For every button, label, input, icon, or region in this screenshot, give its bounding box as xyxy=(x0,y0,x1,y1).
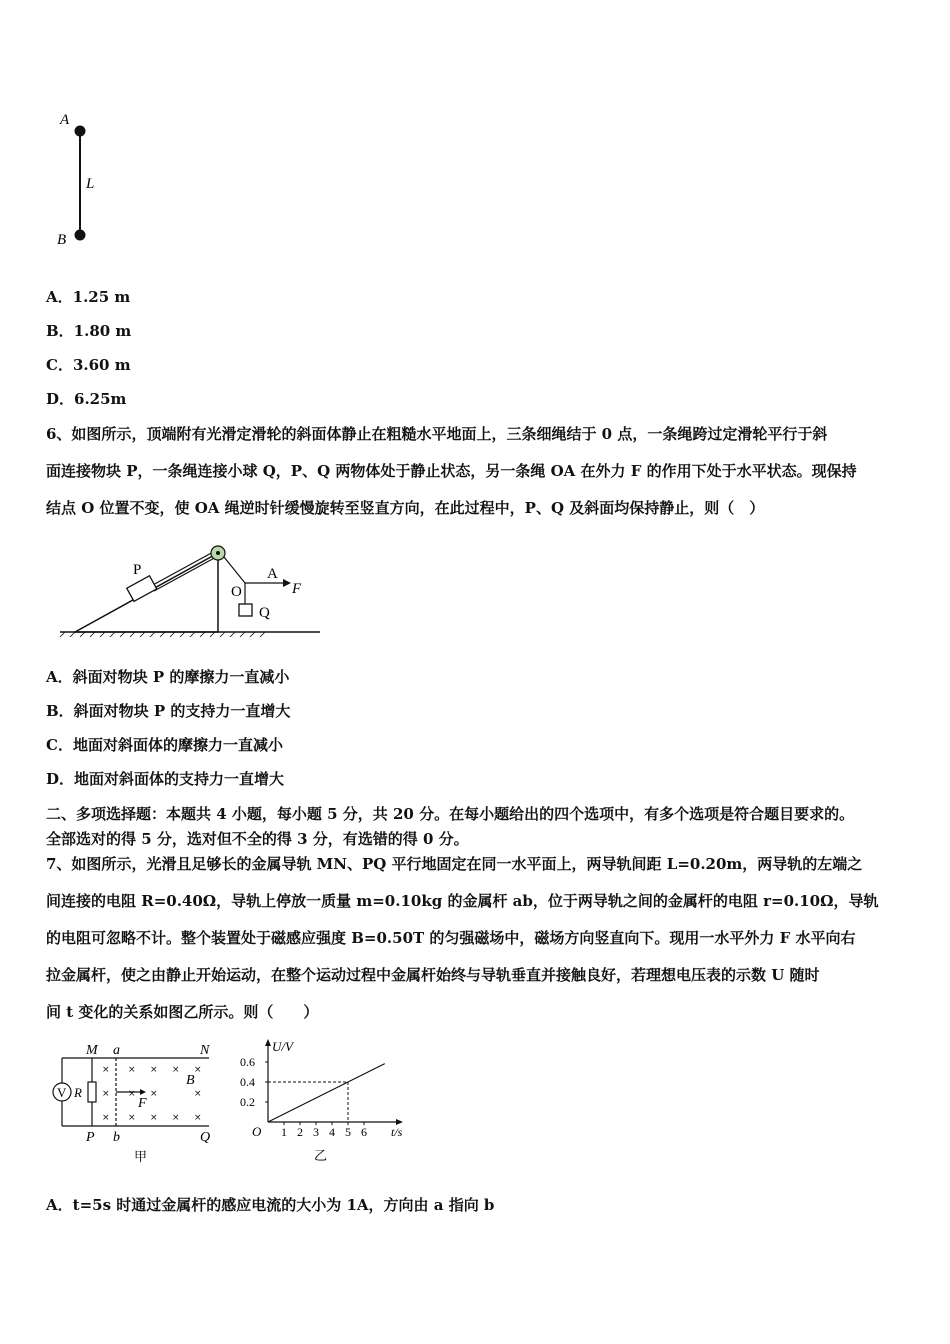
label-f: F xyxy=(138,1096,147,1111)
svg-text:×: × xyxy=(128,1065,136,1075)
arrow-f xyxy=(283,579,291,587)
label-o: O xyxy=(231,584,242,600)
origin-label: O xyxy=(252,1124,262,1139)
label-b: B xyxy=(57,232,67,248)
q7-stem-line3: 的电阻可忽略不计。整个装置处于磁感应强度 B=0.50T 的匀强磁场中，磁场方向竖直向下。现用一水平外力 F 水平向右 xyxy=(46,929,856,947)
q6-option-a: A．斜面对物块 P 的摩擦力一直减小 xyxy=(46,668,290,686)
rope-to-p-2 xyxy=(154,556,218,591)
figure-ut-graph xyxy=(236,1036,416,1168)
label-p: P xyxy=(133,562,142,578)
label-m: M xyxy=(86,1043,98,1058)
y-axis-arrow xyxy=(265,1039,271,1046)
y-tick-label: 0.2 xyxy=(240,1095,255,1109)
block-p xyxy=(127,576,157,602)
x-tick-label: 5 xyxy=(345,1125,351,1139)
svg-text:×: × xyxy=(128,1113,136,1123)
x-tick-label: 4 xyxy=(329,1125,335,1139)
pulley-axle xyxy=(216,551,220,555)
y-tick-label: 0.4 xyxy=(240,1075,255,1089)
q6-option-c: C．地面对斜面体的摩擦力一直减小 xyxy=(46,736,283,754)
x-axis-label: t/s xyxy=(391,1125,403,1139)
q6-option-d: D．地面对斜面体的支持力一直增大 xyxy=(46,770,285,788)
label-f: F xyxy=(292,581,302,597)
figure-ab-rod xyxy=(52,106,112,251)
label-a: A xyxy=(60,112,70,128)
x-tick-label: 2 xyxy=(297,1125,303,1139)
q7-stem-line5: 间 t 变化的关系如图乙所示。则（ ） xyxy=(46,1003,319,1021)
rope-to-p xyxy=(151,551,215,586)
q5-option-d: D．6.25m xyxy=(46,390,127,408)
svg-text:×: × xyxy=(172,1113,180,1123)
figure-circuit xyxy=(44,1038,224,1166)
svg-text:×: × xyxy=(194,1065,202,1075)
q5-option-a: A．1.25 m xyxy=(46,288,131,306)
svg-text:×: × xyxy=(102,1089,110,1099)
svg-text:×: × xyxy=(150,1089,158,1099)
label-b: b xyxy=(113,1130,120,1145)
label-n: N xyxy=(200,1043,210,1058)
x-tick-label: 3 xyxy=(313,1125,319,1139)
svg-text:×: × xyxy=(128,1089,136,1099)
series-line-u xyxy=(268,1064,385,1122)
label-l: L xyxy=(86,176,95,192)
y-axis-label: U/V xyxy=(272,1039,293,1054)
svg-text:×: × xyxy=(102,1113,110,1123)
q5-option-b: B．1.80 m xyxy=(46,322,132,340)
q6-stem-line2: 面连接物块 P，一条绳连接小球 Q，P、Q 两物体处于静止状态，另一条绳 OA 在外力 F 的作用下处于水平状态。现保持 xyxy=(46,462,857,480)
svg-text:×: × xyxy=(194,1113,202,1123)
svg-text:×: × xyxy=(194,1089,202,1099)
label-p: P xyxy=(86,1130,95,1145)
svg-text:×: × xyxy=(172,1065,180,1075)
q5-option-c: C．3.60 m xyxy=(46,356,131,374)
force-arrowhead xyxy=(140,1089,146,1095)
q6-stem-line1: 6、如图所示，顶端附有光滑定滑轮的斜面体静止在粗糙水平地面上，三条细绳结于 0 点，一条绳跨过定滑轮平行于斜 xyxy=(46,425,828,443)
block-q xyxy=(239,604,252,616)
svg-text:×: × xyxy=(102,1065,110,1075)
label-r: R xyxy=(74,1085,82,1100)
q7-stem-line2: 间连接的电阻 R=0.40Ω，导轨上停放一质量 m=0.10kg 的金属杆 ab，位于两导轨之间的金属杆的电阻 r=0.10Ω，导轨 xyxy=(46,892,879,910)
point-b xyxy=(75,230,86,241)
figure-incline xyxy=(55,538,325,643)
label-v: V xyxy=(57,1085,67,1100)
q7-stem-line1: 7、如图所示，光滑且足够长的金属导轨 MN、PQ 平行地固定在同一水平面上，两导轨间距 L=0.20m，两导轨的左端之 xyxy=(46,855,863,873)
svg-text:×: × xyxy=(150,1113,158,1123)
rope-pulley-o xyxy=(224,557,245,583)
svg-text:×: × xyxy=(150,1065,158,1075)
q6-option-b: B．斜面对物块 P 的支持力一直增大 xyxy=(46,702,291,720)
label-a: A xyxy=(267,566,278,582)
caption-yi: 乙 xyxy=(314,1149,328,1164)
q7-option-a: A．t=5s 时通过金属杆的感应电流的大小为 1A，方向由 a 指向 b xyxy=(46,1196,495,1214)
resistor-r xyxy=(88,1082,96,1102)
label-q: Q xyxy=(200,1130,211,1145)
x-tick-label: 1 xyxy=(281,1125,287,1139)
y-tick-label: 0.6 xyxy=(240,1055,255,1069)
label-q: Q xyxy=(259,605,270,621)
q7-stem-line4: 拉金属杆，使之由静止开始运动，在整个运动过程中金属杆始终与导轨垂直并接触良好，若理想电压表的示数 U 随时 xyxy=(46,966,820,984)
section2-line2: 全部选对的得 5 分，选对但不全的得 3 分，有选错的得 0 分。 xyxy=(46,830,469,848)
caption-jia: 甲 xyxy=(134,1150,148,1165)
q6-stem-line3: 结点 O 位置不变，使 OA 绳逆时针缓慢旋转至竖直方向，在此过程中，P、Q 及斜面均保持静止，则（ ） xyxy=(46,499,765,517)
section2-line1: 二、多项选择题：本题共 4 小题，每小题 5 分，共 20 分。在每小题给出的四个选项中，有多个选项是符合题目要求的。 xyxy=(46,805,855,823)
x-tick-label: 6 xyxy=(361,1125,367,1139)
label-bfield: B xyxy=(186,1073,195,1088)
label-a: a xyxy=(113,1043,120,1058)
